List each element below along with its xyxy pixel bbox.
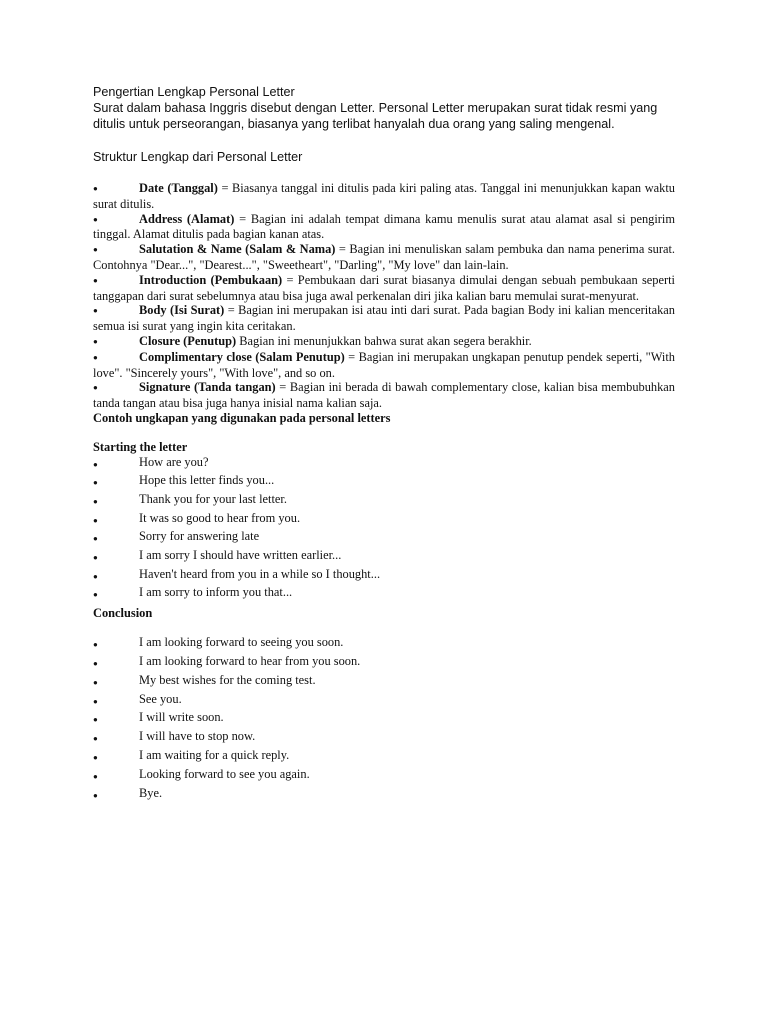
- conclusion-phrase: [93, 729, 675, 748]
- conclusion-phrase-text: I will have to stop now.: [139, 729, 256, 744]
- structure-term: Salutation & Name (Salam & Nama): [139, 242, 336, 257]
- bullet-icon: ●: [93, 658, 98, 668]
- bullet-icon: ●: [93, 696, 98, 706]
- starting-heading: Starting the letter: [93, 439, 188, 454]
- bullet-icon: ●: [93, 639, 98, 649]
- structure-item: [93, 350, 675, 381]
- bullet-icon: ●: [93, 534, 98, 544]
- bullet-icon: ●: [93, 571, 98, 581]
- structure-term: Complimentary close (Salam Penutup): [139, 349, 345, 364]
- structure-item: [93, 334, 675, 350]
- conclusion-phrase: [93, 748, 675, 767]
- intro-paragraph: Surat dalam bahasa Inggris disebut dengan Letter. Personal Letter merupakan surat tidak resmi yang ditulis untuk perseorangan, biasanya yang terlibat hanyalah dua orang yang saling mengenal.: [93, 101, 658, 131]
- structure-description: Biasanya tanggal ini ditulis pada kiri paling atas. Tanggal ini menunjukkan kapan waktu surat ditulis.: [93, 181, 675, 211]
- structure-description: Bagian ini berada di bawah complementary close, kalian bisa membubuhkan tanda tangan atau bisa juga hanya inisial nama kalian saja.: [93, 380, 675, 411]
- conclusion-phrase: [93, 654, 675, 673]
- conclusion-phrase: [93, 767, 675, 786]
- starting-phrase: [93, 511, 675, 530]
- starting-phrase-text: I am sorry to inform you that...: [139, 585, 293, 600]
- structure-item: [93, 380, 675, 411]
- bullet-icon: ●: [93, 715, 98, 725]
- starting-phrase: [93, 455, 675, 474]
- structure-term: Closure (Penutup): [139, 333, 237, 348]
- bullet-icon: ●: [93, 790, 98, 800]
- starting-phrase-text: Haven't heard from you in a while so I thought...: [139, 566, 381, 581]
- bullet-icon: ●: [93, 515, 98, 525]
- structure-term: Signature (Tanda tangan): [139, 380, 276, 395]
- structure-item: [93, 273, 675, 304]
- examples-heading: Contoh ungkapan yang digunakan pada personal letters: [93, 410, 391, 425]
- structure-description: Bagian ini menuliskan salam pembuka dan nama penerima surat. Contohnya "Dear...", "Dearest...", "Sweetheart", "Darling", "My love" dan lain-lain.: [93, 242, 676, 272]
- conclusion-phrase-text: Bye.: [139, 785, 163, 800]
- bullet-icon: ●: [93, 753, 98, 763]
- structure-item: [93, 242, 675, 273]
- structure-item: [93, 303, 675, 334]
- page-title: Pengertian Lengkap Personal Letter: [93, 85, 295, 99]
- structure-item: [93, 212, 675, 243]
- starting-phrase-text: I am sorry I should have written earlier...: [139, 547, 342, 562]
- starting-phrase-text: Hope this letter finds you...: [139, 473, 275, 488]
- structure-list: [93, 181, 675, 411]
- structure-term: Introduction (Pembukaan): [139, 272, 283, 287]
- starting-phrase: [93, 492, 675, 511]
- bullet-icon: ●: [93, 306, 98, 316]
- starting-phrase-text: Sorry for answering late: [139, 529, 260, 544]
- document-page: [93, 84, 675, 805]
- structure-term: Body (Isi Surat): [139, 303, 225, 318]
- bullet-icon: ●: [93, 772, 98, 782]
- starting-phrase: [93, 473, 675, 492]
- bullet-icon: ●: [93, 245, 98, 255]
- structure-separator: =: [344, 349, 359, 364]
- structure-description: Pembukaan dari surat biasanya dimulai dengan sebuah pembukaan seperti tanggapan dari surat sebelumnya atau bisa juga awal perkenalan diri jika kalian baru memulai surat-menyurat.: [93, 272, 675, 303]
- conclusion-list: [93, 635, 675, 805]
- structure-separator: =: [275, 380, 290, 395]
- conclusion-phrase-text: I will write soon.: [139, 710, 224, 725]
- conclusion-phrase-text: I am looking forward to seeing you soon.: [139, 634, 344, 649]
- conclusion-heading: Conclusion: [93, 606, 153, 621]
- structure-item: [93, 181, 675, 212]
- bullet-icon: ●: [93, 677, 98, 687]
- bullet-icon: ●: [93, 478, 98, 488]
- conclusion-phrase-text: Looking forward to see you again.: [139, 767, 310, 782]
- structure-term: Date (Tanggal): [139, 181, 218, 195]
- conclusion-phrase-text: My best wishes for the coming test.: [139, 672, 316, 687]
- structure-term: Address (Alamat): [139, 211, 235, 226]
- structure-description: Bagian ini menunjukkan bahwa surat akan segera berakhir.: [239, 333, 532, 348]
- bullet-icon: ●: [93, 590, 98, 600]
- structure-description: Bagian ini merupakan isi atau inti dari surat. Pada bagian Body ini kalian menceritakan semua isi surat yang ingin kita ceritakan.: [93, 303, 676, 334]
- structure-description: Bagian ini merupakan ungkapan penutup pendek seperti, "With love". "Sincerely yours", "With love", and so on.: [93, 349, 676, 380]
- bullet-icon: ●: [93, 459, 98, 469]
- conclusion-phrase: [93, 635, 675, 654]
- bullet-icon: ●: [93, 214, 98, 224]
- starting-phrase: [93, 548, 675, 567]
- conclusion-phrase: [93, 786, 675, 805]
- conclusion-phrase-text: I am looking forward to hear from you soon.: [139, 653, 361, 668]
- bullet-icon: ●: [93, 552, 98, 562]
- conclusion-phrase-text: I am waiting for a quick reply.: [139, 748, 290, 763]
- structure-separator: =: [335, 242, 350, 257]
- bullet-icon: ●: [93, 336, 98, 346]
- structure-separator: =: [224, 303, 239, 318]
- bullet-icon: ●: [93, 734, 98, 744]
- structure-separator: =: [217, 181, 233, 195]
- structure-heading: Struktur Lengkap dari Personal Letter: [93, 150, 303, 164]
- starting-phrase-text: It was so good to hear from you.: [139, 510, 301, 525]
- conclusion-phrase: [93, 673, 675, 692]
- conclusion-phrase: [93, 692, 675, 711]
- starting-phrase: [93, 585, 675, 604]
- starting-phrase: [93, 529, 675, 548]
- structure-separator: =: [234, 211, 251, 226]
- conclusion-phrase: [93, 710, 675, 729]
- structure-description: Bagian ini adalah tempat dimana kamu menulis surat atau alamat asal si pengirim tinggal. Alamat ditulis pada bagian kanan atas.: [93, 211, 676, 242]
- starting-phrase-text: How are you?: [139, 454, 209, 469]
- starting-phrase: [93, 567, 675, 586]
- bullet-icon: ●: [93, 184, 98, 193]
- bullet-icon: ●: [93, 352, 98, 362]
- structure-separator: =: [282, 272, 298, 287]
- bullet-icon: ●: [93, 275, 98, 285]
- bullet-icon: ●: [93, 496, 98, 506]
- conclusion-phrase-text: See you.: [139, 691, 182, 706]
- starting-list: [93, 455, 675, 605]
- starting-phrase-text: Thank you for your last letter.: [139, 491, 287, 506]
- bullet-icon: ●: [93, 383, 98, 393]
